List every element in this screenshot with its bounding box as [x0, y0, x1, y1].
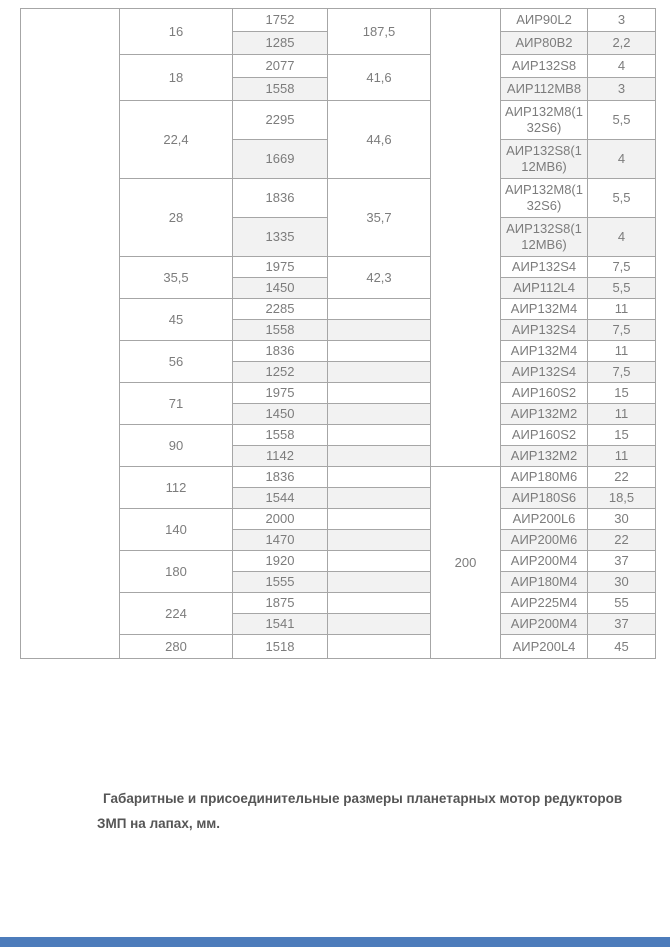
speed-cell: 1252 [233, 362, 328, 383]
ratio-cell: 224 [120, 593, 233, 635]
power-cell: 11 [588, 299, 656, 320]
power-cell: 7,5 [588, 257, 656, 278]
motor-cell: АИР132М8(132S6) [501, 101, 588, 140]
power-cell: 4 [588, 140, 656, 179]
power-cell: 45 [588, 635, 656, 659]
power-cell: 11 [588, 446, 656, 467]
speed-cell: 1558 [233, 78, 328, 101]
power-cell: 5,5 [588, 278, 656, 299]
motor-cell: АИР132S8(112МВ6) [501, 218, 588, 257]
motor-cell: АИР180М6 [501, 467, 588, 488]
motor-cell: АИР112L4 [501, 278, 588, 299]
speed-cell: 1518 [233, 635, 328, 659]
footer-accent-bar [0, 937, 670, 947]
power-cell: 37 [588, 551, 656, 572]
torque-cell [328, 425, 431, 446]
power-cell: 3 [588, 9, 656, 32]
motor-cell: АИР200М4 [501, 551, 588, 572]
motor-cell: АИР132S4 [501, 257, 588, 278]
speed-cell: 1836 [233, 341, 328, 362]
motor-cell: АИР180М4 [501, 572, 588, 593]
speed-cell: 1836 [233, 467, 328, 488]
motor-cell: АИР225М4 [501, 593, 588, 614]
power-cell: 30 [588, 509, 656, 530]
power-cell: 4 [588, 55, 656, 78]
speed-cell: 1335 [233, 218, 328, 257]
motor-cell: АИР200L4 [501, 635, 588, 659]
torque-cell [328, 488, 431, 509]
speed-cell: 1875 [233, 593, 328, 614]
speed-cell: 1975 [233, 383, 328, 404]
motor-cell: АИР200М6 [501, 530, 588, 551]
speed-cell: 1555 [233, 572, 328, 593]
speed-cell: 1450 [233, 404, 328, 425]
dimension-cell: 200 [431, 467, 501, 659]
power-cell: 5,5 [588, 179, 656, 218]
speed-cell: 1450 [233, 278, 328, 299]
ratio-cell: 35,5 [120, 257, 233, 299]
torque-cell [328, 530, 431, 551]
ratio-cell: 280 [120, 635, 233, 659]
power-cell: 7,5 [588, 362, 656, 383]
speed-cell: 1836 [233, 179, 328, 218]
speed-cell: 1142 [233, 446, 328, 467]
motor-cell: АИР132S4 [501, 362, 588, 383]
motor-cell: АИР132М8(132S6) [501, 179, 588, 218]
torque-cell [328, 362, 431, 383]
power-cell: 22 [588, 467, 656, 488]
motor-cell: АИР132М4 [501, 341, 588, 362]
power-cell: 22 [588, 530, 656, 551]
ratio-cell: 90 [120, 425, 233, 467]
ratio-cell: 56 [120, 341, 233, 383]
torque-cell [328, 593, 431, 614]
speed-cell: 2077 [233, 55, 328, 78]
left-spacer-cell [21, 9, 120, 659]
speed-cell: 2285 [233, 299, 328, 320]
torque-cell [328, 404, 431, 425]
ratio-cell: 18 [120, 55, 233, 101]
torque-cell [328, 572, 431, 593]
power-cell: 2,2 [588, 32, 656, 55]
torque-cell: 187,5 [328, 9, 431, 55]
speed-cell: 1975 [233, 257, 328, 278]
motor-cell: АИР132М4 [501, 299, 588, 320]
speed-cell: 1285 [233, 32, 328, 55]
motor-cell: АИР90L2 [501, 9, 588, 32]
speed-cell: 1920 [233, 551, 328, 572]
power-cell: 37 [588, 614, 656, 635]
speed-cell: 2000 [233, 509, 328, 530]
motor-cell: АИР132М2 [501, 404, 588, 425]
motor-cell: АИР112МВ8 [501, 78, 588, 101]
torque-cell [328, 614, 431, 635]
speed-cell: 1541 [233, 614, 328, 635]
speed-cell: 1558 [233, 320, 328, 341]
torque-cell: 41,6 [328, 55, 431, 101]
torque-cell [328, 383, 431, 404]
ratio-cell: 180 [120, 551, 233, 593]
torque-cell [328, 341, 431, 362]
power-cell: 7,5 [588, 320, 656, 341]
power-cell: 18,5 [588, 488, 656, 509]
torque-cell [328, 509, 431, 530]
motor-cell: АИР200L6 [501, 509, 588, 530]
motor-cell: АИР132М2 [501, 446, 588, 467]
torque-cell [328, 320, 431, 341]
speed-cell: 1558 [233, 425, 328, 446]
dimension-cell [431, 9, 501, 467]
table-caption: Габаритные и присоединительные размеры планетарных мотор редукторов ЗМП на лапах, мм. [97, 791, 623, 831]
torque-cell [328, 551, 431, 572]
motor-cell: АИР132S4 [501, 320, 588, 341]
speed-cell: 1752 [233, 9, 328, 32]
torque-cell [328, 446, 431, 467]
power-cell: 3 [588, 78, 656, 101]
ratio-cell: 140 [120, 509, 233, 551]
motor-cell: АИР160S2 [501, 425, 588, 446]
ratio-cell: 16 [120, 9, 233, 55]
torque-cell [328, 299, 431, 320]
power-cell: 55 [588, 593, 656, 614]
ratio-cell: 71 [120, 383, 233, 425]
torque-cell: 44,6 [328, 101, 431, 179]
torque-cell: 35,7 [328, 179, 431, 257]
power-cell: 11 [588, 341, 656, 362]
ratio-cell: 22,4 [120, 101, 233, 179]
motor-cell: АИР132S8 [501, 55, 588, 78]
speed-cell: 1544 [233, 488, 328, 509]
motor-cell: АИР132S8(112МВ6) [501, 140, 588, 179]
ratio-cell: 28 [120, 179, 233, 257]
power-cell: 4 [588, 218, 656, 257]
motor-cell: АИР80В2 [501, 32, 588, 55]
power-cell: 15 [588, 425, 656, 446]
table-row [21, 9, 656, 32]
speed-cell: 1470 [233, 530, 328, 551]
motor-reducer-spec-table [20, 8, 656, 659]
power-cell: 11 [588, 404, 656, 425]
torque-cell [328, 467, 431, 488]
speed-cell: 2295 [233, 101, 328, 140]
power-cell: 30 [588, 572, 656, 593]
motor-cell: АИР200М4 [501, 614, 588, 635]
motor-cell: АИР180S6 [501, 488, 588, 509]
ratio-cell: 112 [120, 467, 233, 509]
speed-cell: 1669 [233, 140, 328, 179]
power-cell: 5,5 [588, 101, 656, 140]
power-cell: 15 [588, 383, 656, 404]
motor-cell: АИР160S2 [501, 383, 588, 404]
torque-cell: 42,3 [328, 257, 431, 299]
ratio-cell: 45 [120, 299, 233, 341]
torque-cell [328, 635, 431, 659]
